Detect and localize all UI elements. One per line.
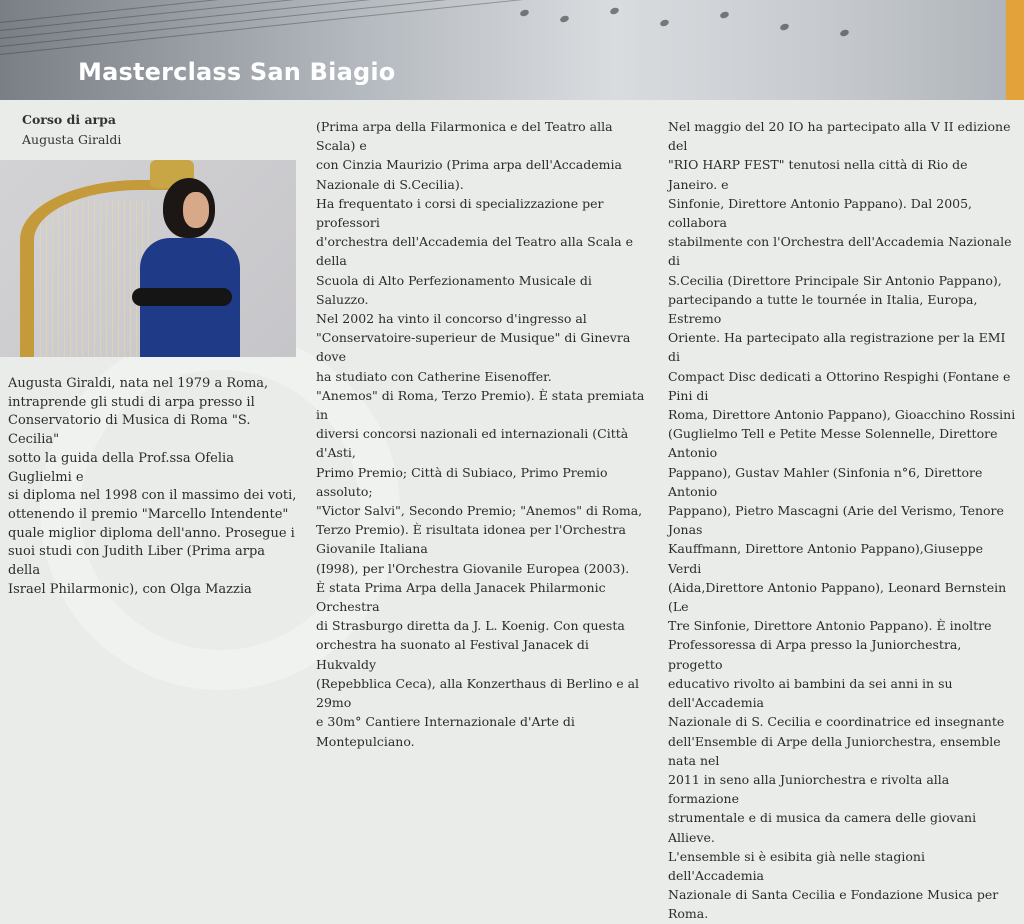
harpist-photo xyxy=(0,160,296,357)
music-staff-line xyxy=(0,0,1018,23)
music-note-icon xyxy=(559,15,570,24)
music-staff-line xyxy=(0,0,1018,47)
music-note-icon xyxy=(839,29,850,38)
music-note-icon xyxy=(519,9,530,18)
music-staff-line xyxy=(0,0,1018,31)
teacher-name: Augusta Giraldi xyxy=(22,132,122,147)
music-note-icon xyxy=(659,19,670,28)
music-staff-line xyxy=(0,0,1018,55)
page-title: Masterclass San Biagio xyxy=(78,58,396,86)
course-heading: Corso di arpa xyxy=(22,112,116,127)
harpist-face xyxy=(183,192,209,228)
music-note-icon xyxy=(779,23,790,32)
biography-column-3: Nel maggio del 20 IO ha partecipato alla V II edizione del "RIO HARP FEST" tenutosi nella città di Rio de Janeiro. e Sinfonie, Direttore Antonio Pappano). Dal 2005, collabora stabilmente con l'Orchestra dell'Accademia Nazionale di S.Cecilia (Direttore Principale Sir Antonio Pappano), partecipando a tutte le tournée in Italia, Europa, Estremo Oriente. Ha partecipato alla registrazione per la EMI di Compact Disc dedicati a Ottorino Respighi (Fontane e Pini di Roma, Direttore Antonio Pappano), Gioacchino Rossini (Guglielmo Tell e Petite Messe Solennelle, Direttore Antonio Pappano), Gustav Mahler (Sinfonia n°6, Direttore Antonio Pappano), Pietro Mascagni (Arie del Verismo, Tenore Jonas Kauffmann, Direttore Antonio Pappano),Giuseppe Verdi (Aida,Direttore Antonio Pappano), Leonard Bernstein (Le Tre Sinfonie, Direttore Antonio Pappano). È inoltre Professoressa di Arpa presso la Juniorchestra, progetto educativo rivolto ai bambini da sei anni in su dell'Accademia Nazionale di S. Cecilia e coordinatrice ed insegnante dell'Ensemble di Arpe della Juniorchestra, ensemble nata nel 2011 in seno alla Juniorchestra e rivolta alla formazione strumentale e di musica da camera delle giovani Allieve. L'ensemble si è esibita già nelle stagioni dell'Accademia Nazionale di Santa Cecilia e Fondazione Musica per Roma. xyxy=(668,119,1016,922)
music-note-icon xyxy=(609,7,620,16)
biography-column-1: Augusta Giraldi, nata nel 1979 a Roma, intraprende gli studi di arpa presso il Conservatorio di Musica di Roma "S. Cecilia" sotto la guida della Prof.ssa Ofelia Guglielmi e si diploma nel 1998 con il massimo dei voti, ottenendo il premio "Marcello Intendente" quale miglior diploma dell'anno. Prosegue i suoi studi con Judith Liber (Prima arpa della Israel Philarmonic), con Olga Mazzia xyxy=(8,376,297,597)
harpist-arms xyxy=(132,288,232,306)
biography-column-2: (Prima arpa della Filarmonica e del Teatro alla Scala) e con Cinzia Maurizio (Prima arpa dell'Accademia Nazionale di S.Cecilia). Ha frequentato i corsi di specializzazione per professori d'orchestra dell'Accademia del Teatro alla Scala e della Scuola di Alto Perfezionamento Musicale di Saluzzo. Nel 2002 ha vinto il concorso d'ingresso al "Conservatoire-superieur de Musique" di Ginevra dove ha studiato con Catherine Eisenoffer. "Anemos" di Roma, Terzo Premio). È stata premiata in diversi concorsi nazionali ed internazionali (Città d'Asti, Primo Premio; Città di Subiaco, Primo Premio assoluto; "Victor Salvi", Secondo Premio; "Anemos" di Roma, Terzo Premio). È risultata idonea per l'Orchestra Giovanile Italiana (I998), per l'Orchestra Giovanile Europea (2003). È stata Prima Arpa della Janacek Philarmonic Orchestra di Strasburgo diretta da J. L. Koenig. Con questa orchestra ha suonato al Festival Janacek di Hukvaldy (Repebblica Ceca), alla Konzerthaus di Berlino e al 29mo e 30m° Cantiere Internazionale d'Arte di Montepulciano. xyxy=(316,119,645,749)
music-note-icon xyxy=(719,11,730,20)
accent-bar xyxy=(1006,0,1024,100)
